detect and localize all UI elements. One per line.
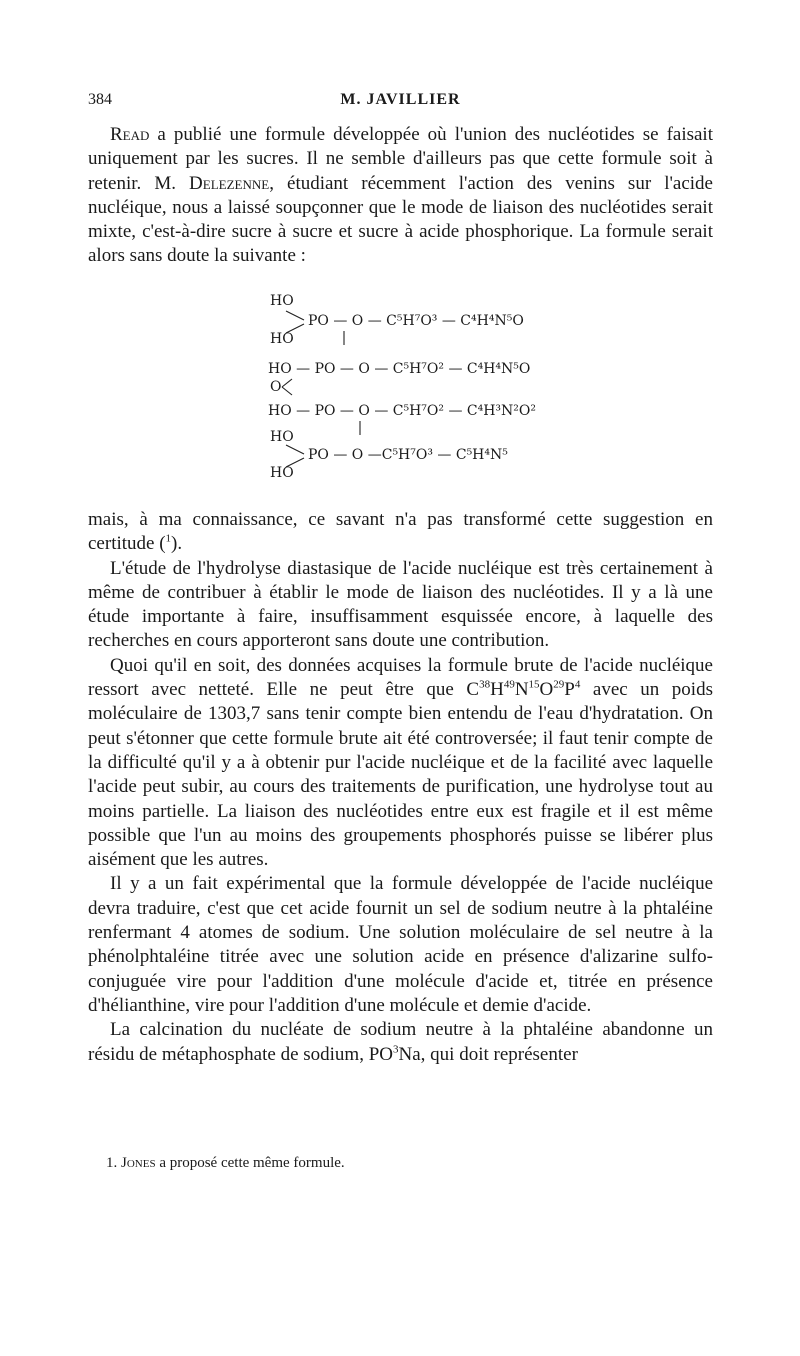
paragraph-hydrolysis: L'étude de l'hydrolyse diastasique de l'acide nucléique est très certainement à même de contribuer à établir le mode de liaison des nucléotides. Il y a là une étude importante à faire, insuffisamment esquissée encore, à laquelle des recherches en cours apporteront sans doute une contribution.	[88, 557, 713, 652]
paragraph-experimental-fact: Il y a un fait expérimental que la formule développée de l'acide nucléique devra traduire, c'est que cet acide fournit un sel de sodium neutre à la phtaléine renfermant 4 atomes de sodium. Une solution moléculaire de sel neutre à la phénolphtaléine titrée avec une solution acide en présence d'alizarine sulfo-conjuguée vire pour l'addition d'une molécule d'acide et, titrée en présence d'hélianthine, vire pour l'addition d'une molécule et demie d'acide.	[88, 873, 713, 1016]
footnote-ref[interactable]: 1	[165, 532, 172, 545]
bond-line	[286, 445, 304, 454]
paragraph-raw-formula: Quoi qu'il en soit, des données acquises la formule brute de l'acide nucléique ressort avec netteté. Elle ne peut être que $C^{38}H^{49}N^{15}O^{29}P^4$ avec un poids moléculaire de 1303,7 sans tenir compte bien entendu de l'eau d'hydratation. On peut s'étonner que cette formule brute ait été controversée; il faut tenir compte de la difficulté qu'il y a à obtenir pur l'acide nucléique et de la facilité avec laquelle l'acide peut subir, au cours des traitements de purification, une hydrolyse tout au moins partielle. La liaison des nucléotides entre eux est fragile et il est même possible que l'un au moins des groupements phosphorés puisse se libérer plus aisément que les autres.	[88, 654, 713, 871]
formula-oxygen: O	[270, 379, 282, 395]
text-block-bottom	[88, 508, 713, 1067]
running-title: M. JAVILLIER	[340, 91, 461, 108]
formula-ho: HO	[270, 465, 294, 481]
formula-line: PO — O — C⁵H⁷O³ — C⁴H⁴N⁵O	[308, 313, 524, 329]
running-head	[88, 91, 713, 113]
formula-ho: HO	[270, 293, 294, 309]
formula-ho: HO	[270, 331, 294, 347]
footnote-author: Jones	[121, 1155, 156, 1171]
paragraph-read: Read a publié une formule développée où l'union des nucléotides se faisait uniquement par les sucres. Il ne semble d'ailleurs pas que cette formule soit à retenir. M. Delezenne, étudiant récemment l'action des venins sur l'acide nucléique, nous a laissé soupçonner que le mode de liaison des nucléotides serait mixte, c'est-à-dire sucre à sucre et sucre à acide phosphorique. La formule serait alors sans doute la suivante :	[88, 124, 713, 267]
formula-line: HO — PO — O — C⁵H⁷O² — C⁴H⁴N⁵O	[268, 361, 531, 377]
page-number: 384	[88, 91, 112, 108]
structural-formula	[268, 293, 608, 493]
paragraph-continuation: mais, à ma connaissance, ce savant n'a pas transformé cette suggestion en certitude ($^1$).	[88, 509, 713, 555]
bond-line	[282, 379, 292, 387]
formula-line: PO — O —C⁵H⁷O³ — C⁵H⁴N⁵	[308, 447, 508, 463]
footnote	[106, 1155, 345, 1172]
footnote-number: 1.	[106, 1155, 118, 1171]
bond-line	[286, 311, 304, 320]
bond-line	[282, 387, 292, 395]
text-block-top	[88, 123, 713, 269]
author-name-delezenne: Delezenne	[189, 172, 270, 194]
formula-line: HO — PO — O — C⁵H⁷O² — C⁴H³N²O²	[268, 403, 536, 419]
author-name-read: Read	[110, 124, 150, 145]
formula-ho: HO	[270, 429, 294, 445]
paragraph-calcination: La calcination du nucléate de sodium neutre à la phtaléine abandonne un résidu de métaphosphate de sodium, $PO^3Na$, qui doit représenter	[88, 1019, 713, 1065]
footnote-text: a proposé cette même formule.	[155, 1155, 345, 1171]
